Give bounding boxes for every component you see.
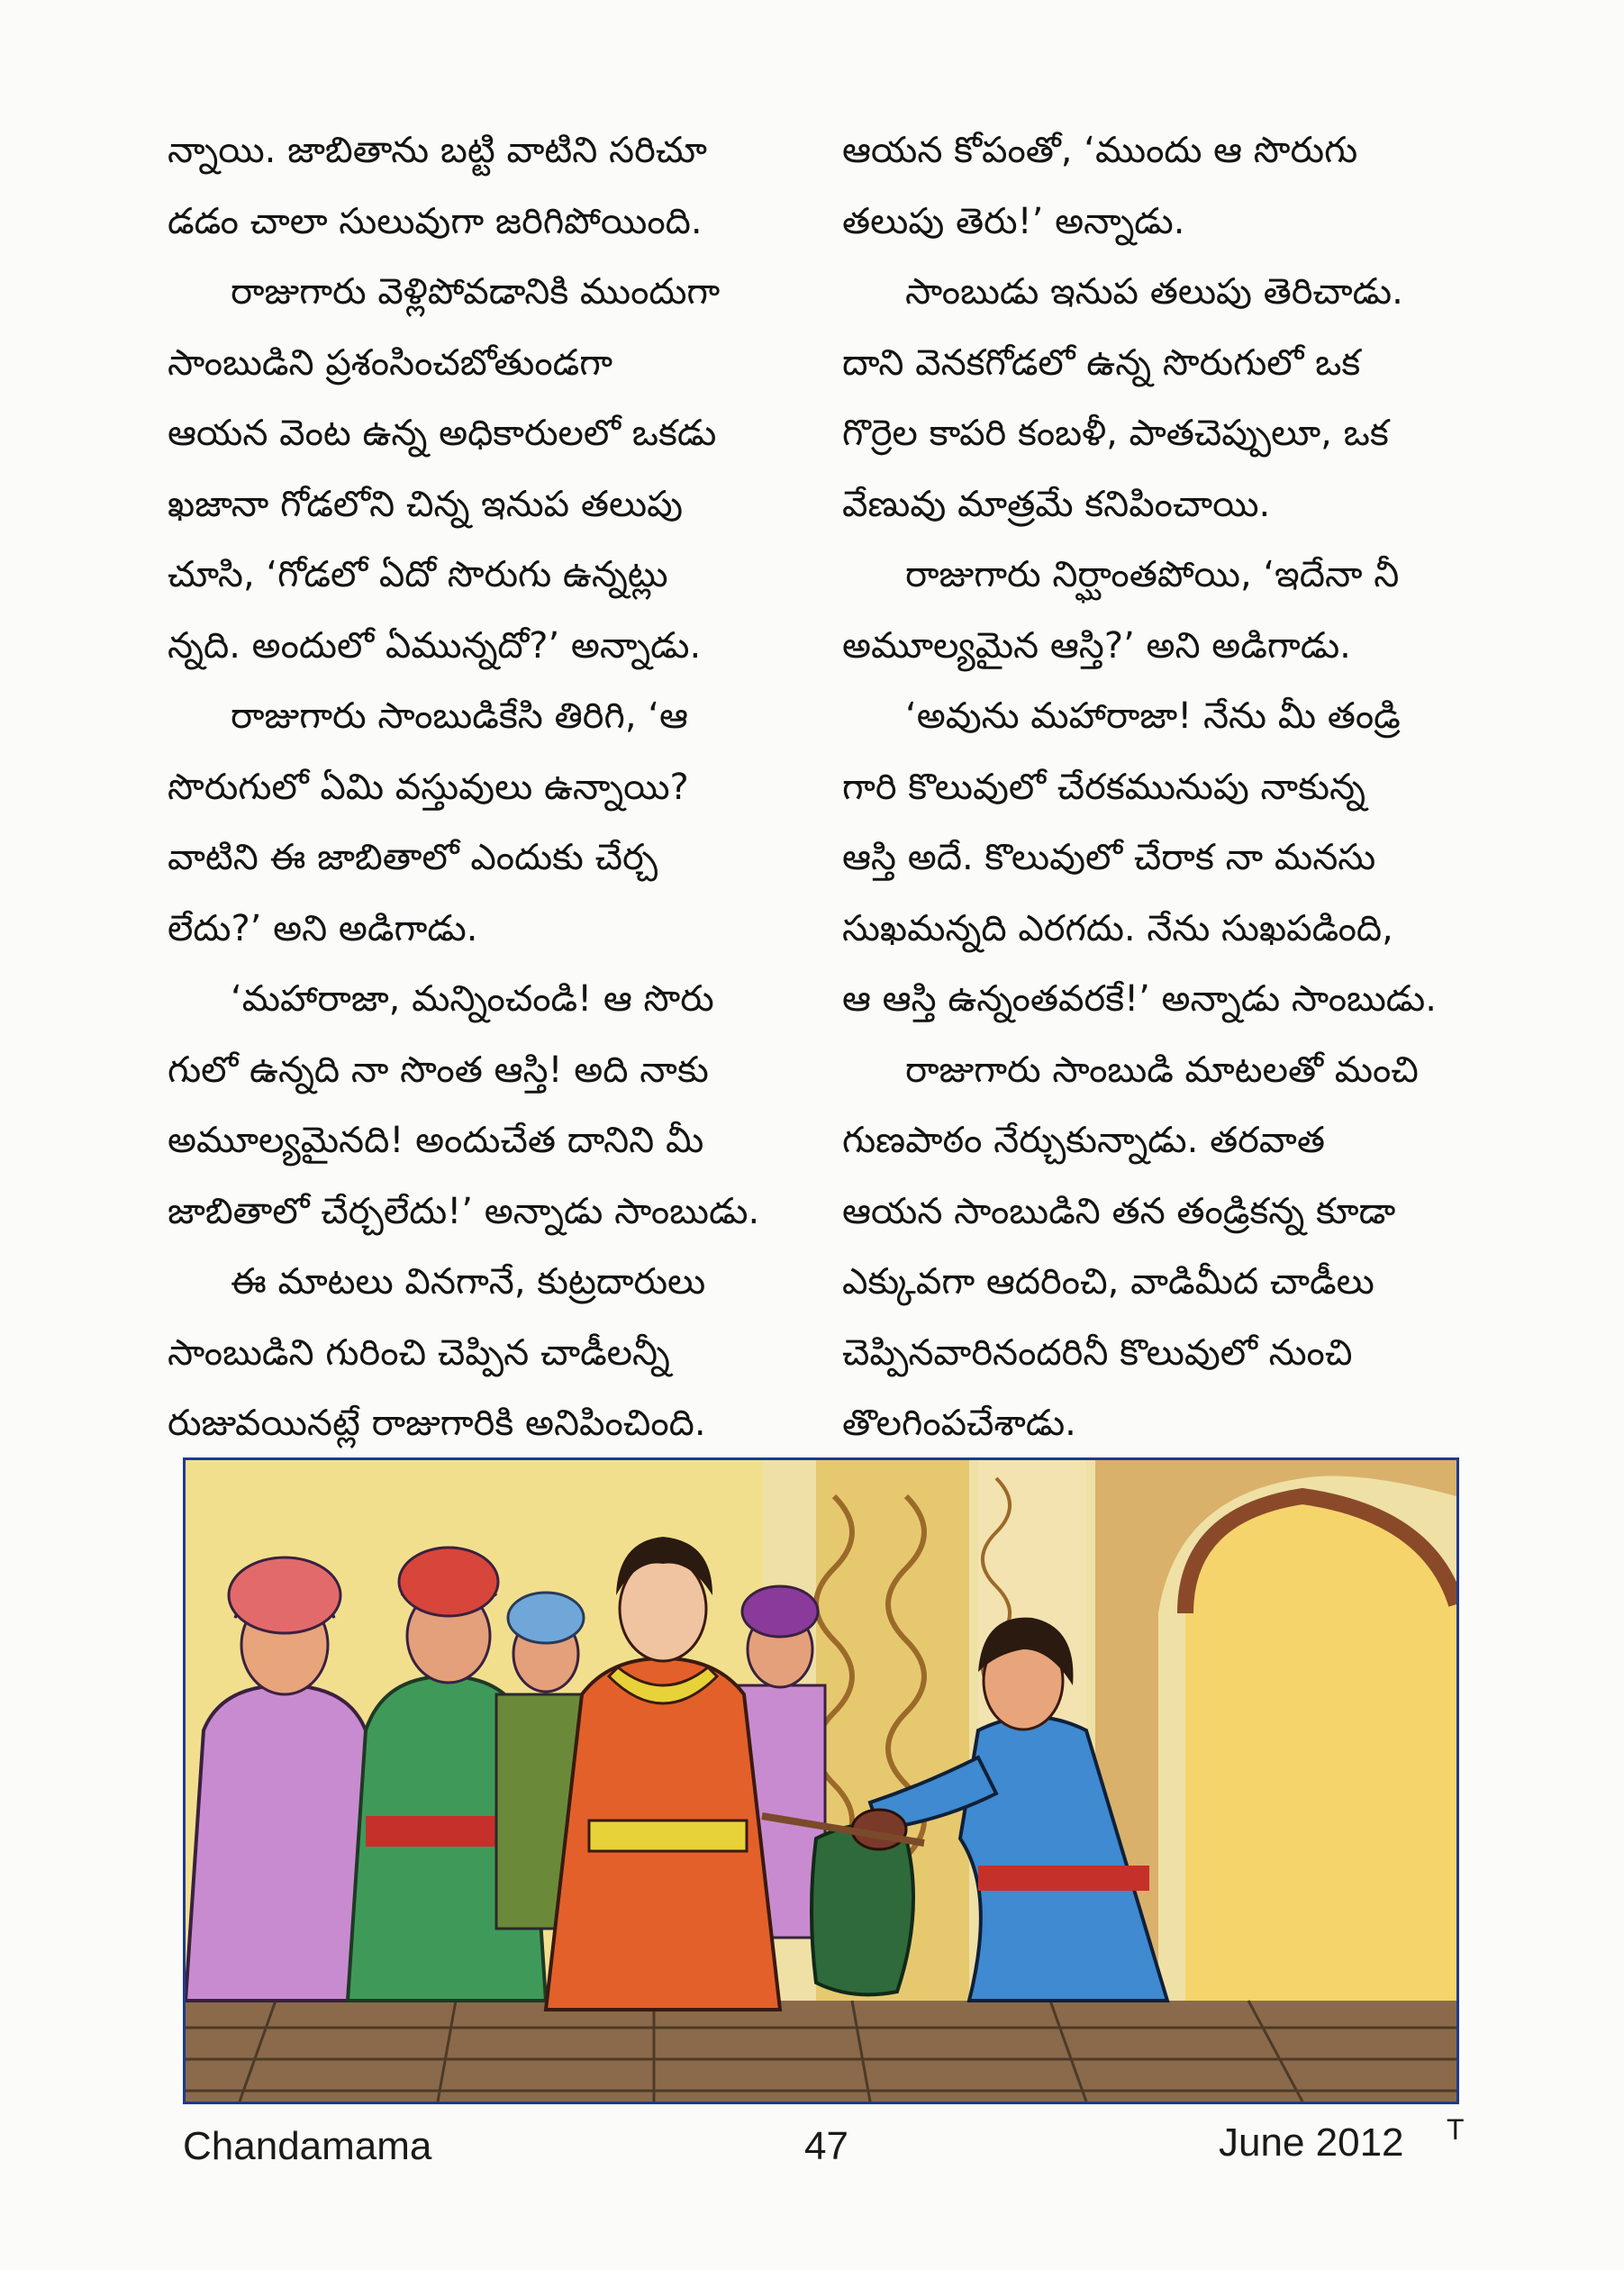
text-line: ఖజానా గోడలోని చిన్న ఇనుప తలుపు	[168, 483, 684, 525]
court-scene-drawing	[186, 1460, 1456, 2102]
text-line: రాజుగారు సాంబుడికేసి తిరిగి, ‘ఆ	[231, 695, 688, 737]
footer-mark: T	[1447, 2113, 1465, 2146]
tiled-floor	[186, 2001, 1456, 2102]
text-line: అమూల్యమైన ఆస్తి?’ అని అడిగాడు.	[842, 624, 1351, 667]
text-line: గులో ఉన్నది నా సొంత ఆస్తి! అది నాకు	[168, 1049, 709, 1091]
text-line: గారి కొలువులో చేరకమునుపు నాకున్న	[842, 766, 1365, 808]
magazine-name: Chandamama	[183, 2124, 432, 2168]
text-line: న్నది. అందులో ఏమున్నదో?’ అన్నాడు.	[168, 624, 702, 667]
text-line: ఆయన సాంబుడిని తన తండ్రికన్న కూడా	[842, 1190, 1396, 1232]
text-line: ఆ ఆస్తి ఉన్నంతవరకే!’ అన్నాడు సాంబుడు.	[842, 978, 1437, 1020]
text-line: సాంబుడు ఇనుప తలుపు తెరిచాడు.	[905, 271, 1403, 313]
text-line: ఆస్తి అదే. కొలువులో చేరాక నా మనసు	[842, 837, 1376, 878]
text-line: సుఖమన్నది ఎరగదు. నేను సుఖపడింది,	[842, 907, 1393, 949]
text-line: సొరుగులో ఏమి వస్తువులు ఉన్నాయి?	[168, 766, 689, 808]
text-line: రుజువయినట్లే రాజుగారికి అనిపించింది.	[168, 1403, 706, 1444]
text-line: చూసి, ‘గోడలో ఏదో సొరుగు ఉన్నట్లు	[168, 554, 668, 595]
story-illustration	[183, 1457, 1459, 2104]
text-line: తలుపు తెరు!’ అన్నాడు.	[842, 200, 1185, 242]
text-line: డడం చాలా సులువుగా జరిగిపోయింది.	[168, 200, 703, 242]
text-line: తొలగింపచేశాడు.	[842, 1403, 1076, 1444]
text-line: సాంబుడిని గురించి చెప్పిన చాడీలన్నీ	[168, 1331, 670, 1374]
arch-window	[1185, 1496, 1456, 2001]
issue-date: June 2012	[1219, 2120, 1404, 2165]
text-line: ఆయన కోపంతో, ‘ముందు ఆ సొరుగు	[842, 130, 1358, 171]
text-line: రాజుగారు సాంబుడి మాటలతో మంచి	[905, 1049, 1419, 1091]
text-line: ‘అవును మహారాజా! నేను మీ తండ్రి	[905, 695, 1401, 737]
text-line: చెప్పినవారినందరినీ కొలువులో నుంచి	[842, 1331, 1353, 1374]
text-line: ఈ మాటలు వినగానే, కుట్రదారులు	[231, 1261, 706, 1303]
text-line: లేదు?’ అని అడిగాడు.	[168, 907, 478, 949]
text-line: అమూల్యమైనది! అందుచేత దానిని మీ	[168, 1120, 704, 1161]
text-line: న్నాయి. జాబితాను బట్టి వాటిని సరిచూ	[168, 130, 707, 171]
right-text-column	[842, 115, 1473, 1459]
text-line: వేణువు మాత్రమే కనిపించాయి.	[842, 483, 1271, 525]
text-line: సాంబుడిని ప్రశంసించబోతుండగా	[168, 341, 613, 384]
text-line: ఆయన వెంట ఉన్న అధికారులలో ఒకడు	[168, 413, 717, 454]
page-number: 47	[804, 2124, 848, 2168]
text-line: రాజుగారు నిర్ఘాంతపోయి, ‘ఇదేనా నీ	[905, 554, 1400, 595]
text-line: దాని వెనకగోడలో ఉన్న సొరుగులో ఒక	[842, 341, 1361, 384]
text-line: ఎక్కువగా ఆదరించి, వాడిమీద చాడీలు	[842, 1261, 1375, 1303]
text-line: ‘మహారాజా, మన్నించండి! ఆ సొరు	[231, 978, 714, 1020]
text-line: రాజుగారు వెళ్లిపోవడానికి ముందుగా	[231, 271, 721, 313]
page-footer	[0, 2108, 1624, 2180]
text-line: జాబితాలో చేర్చలేదు!’ అన్నాడు సాంబుడు.	[168, 1190, 760, 1232]
text-line: వాటిని ఈ జాబితాలో ఎందుకు చేర్చ	[168, 837, 658, 878]
left-text-column	[168, 115, 798, 1459]
text-line: గొర్రెల కాపరి కంబళీ, పాతచెప్పులూ, ఒక	[842, 413, 1389, 454]
text-line: గుణపాఠం నేర్చుకున్నాడు. తరవాత	[842, 1120, 1325, 1161]
